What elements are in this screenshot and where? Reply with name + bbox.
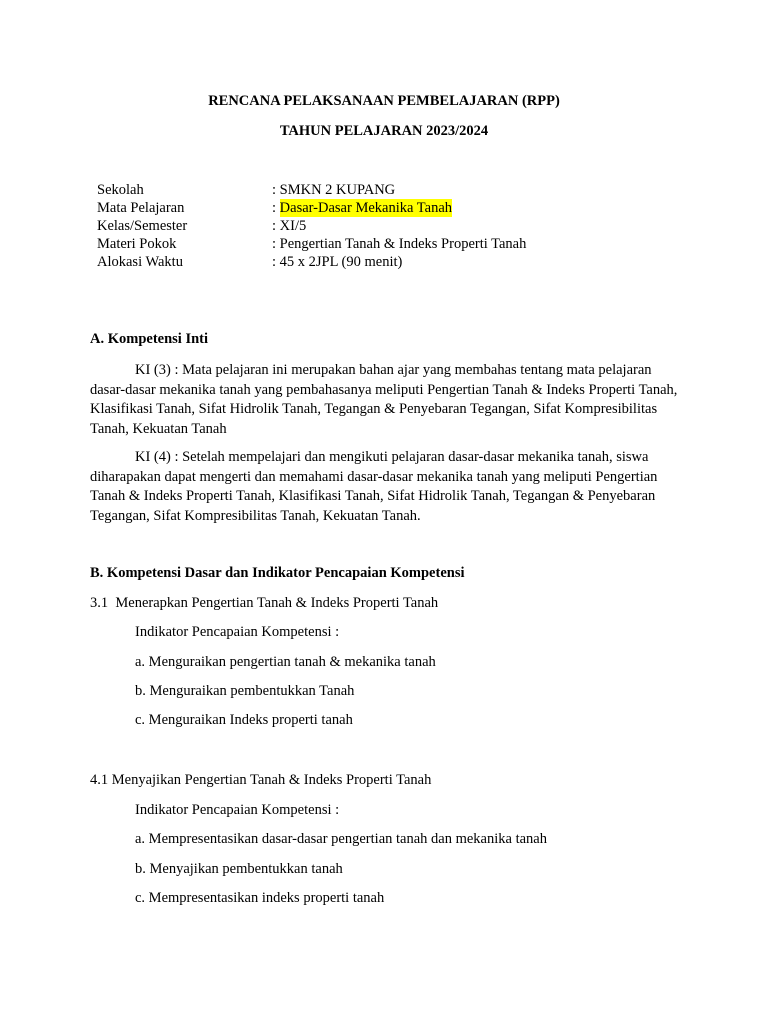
info-label: Materi Pokok: [97, 236, 177, 252]
info-value: : Pengertian Tanah & Indeks Properti Tanah: [272, 236, 527, 252]
info-row-kelas-semester: [97, 217, 526, 235]
ki3-text: KI (3) : Mata pelajaran ini merupakan bahan ajar yang membahas tentang mata pelajaran dasar-dasar mekanika tanah yang pembahasanya meliputi Pengertian Tanah & Indeks Properti Tanah, Klasifikasi Tanah, Sifat Hidrolik Tanah, Tegangan & Penyebaran Tegangan, Sifat Kompresibilitas Tanah, Kekuatan Tanah: [90, 362, 678, 437]
identity-table: [97, 181, 526, 271]
info-label: Kelas/Semester: [97, 218, 188, 234]
section-b-heading: B. Kompetensi Dasar dan Indikator Pencapaian Kompetensi: [90, 565, 465, 581]
ki4-paragraph: [90, 448, 680, 526]
ki3-paragraph: [90, 361, 680, 439]
info-label: Sekolah: [97, 182, 144, 198]
kd-4-1-item-b: b. Menyajikan pembentukkan tanah: [135, 861, 343, 877]
kd-4-1-indicator-label: Indikator Pencapaian Kompetensi :: [135, 802, 340, 818]
section-a-heading: A. Kompetensi Inti: [90, 331, 209, 347]
kd-3-1-item-a: a. Menguraikan pengertian tanah & mekanika tanah: [135, 654, 436, 670]
info-row-sekolah: [97, 181, 526, 199]
academic-year: TAHUN PELAJARAN 2023/2024: [279, 123, 489, 139]
document-title: RENCANA PELAKSANAAN PEMBELAJARAN (RPP): [208, 93, 560, 109]
kd-4-1-title: 4.1 Menyajikan Pengertian Tanah & Indeks Properti Tanah: [90, 772, 432, 788]
kd-4-1-item-a: a. Mempresentasikan dasar-dasar pengertian tanah dan mekanika tanah: [135, 831, 547, 847]
info-label: Alokasi Waktu: [97, 254, 183, 270]
kd-3-1-item-c: c. Menguraikan Indeks properti tanah: [135, 712, 353, 728]
info-label: Mata Pelajaran: [97, 200, 185, 216]
info-row-alokasi-waktu: [97, 253, 526, 271]
info-row-mata-pelajaran: [97, 199, 526, 217]
info-colon: :: [272, 200, 280, 216]
ki4-text: KI (4) : Setelah mempelajari dan mengikuti pelajaran dasar-dasar mekanika tanah, siswa diharapakan dapat mengerti dan memahami dasar-dasar mekanika tanah yang meliputi Pengertian Tanah & Indeks Properti Tanah, Klasifikasi Tanah, Sifat Hidrolik Tanah, Tegangan & Penyebaran Tegangan, Sifat Kompresibilitas Tanah, Kekuatan Tanah.: [90, 449, 658, 524]
kd-3-1-indicator-label: Indikator Pencapaian Kompetensi :: [135, 624, 340, 640]
info-value: : XI/5: [272, 218, 307, 234]
kd-3-1-item-b: b. Menguraikan pembentukkan Tanah: [135, 683, 355, 699]
kd-4-1-item-c: c. Mempresentasikan indeks properti tanah: [135, 890, 385, 906]
info-row-materi-pokok: [97, 235, 526, 253]
info-value-highlighted: Dasar-Dasar Mekanika Tanah: [279, 200, 453, 216]
info-value: : SMKN 2 KUPANG: [272, 182, 396, 198]
info-value: : 45 x 2JPL (90 menit): [272, 254, 403, 270]
kd-3-1-title: 3.1 Menerapkan Pengertian Tanah & Indeks Properti Tanah: [90, 595, 439, 611]
